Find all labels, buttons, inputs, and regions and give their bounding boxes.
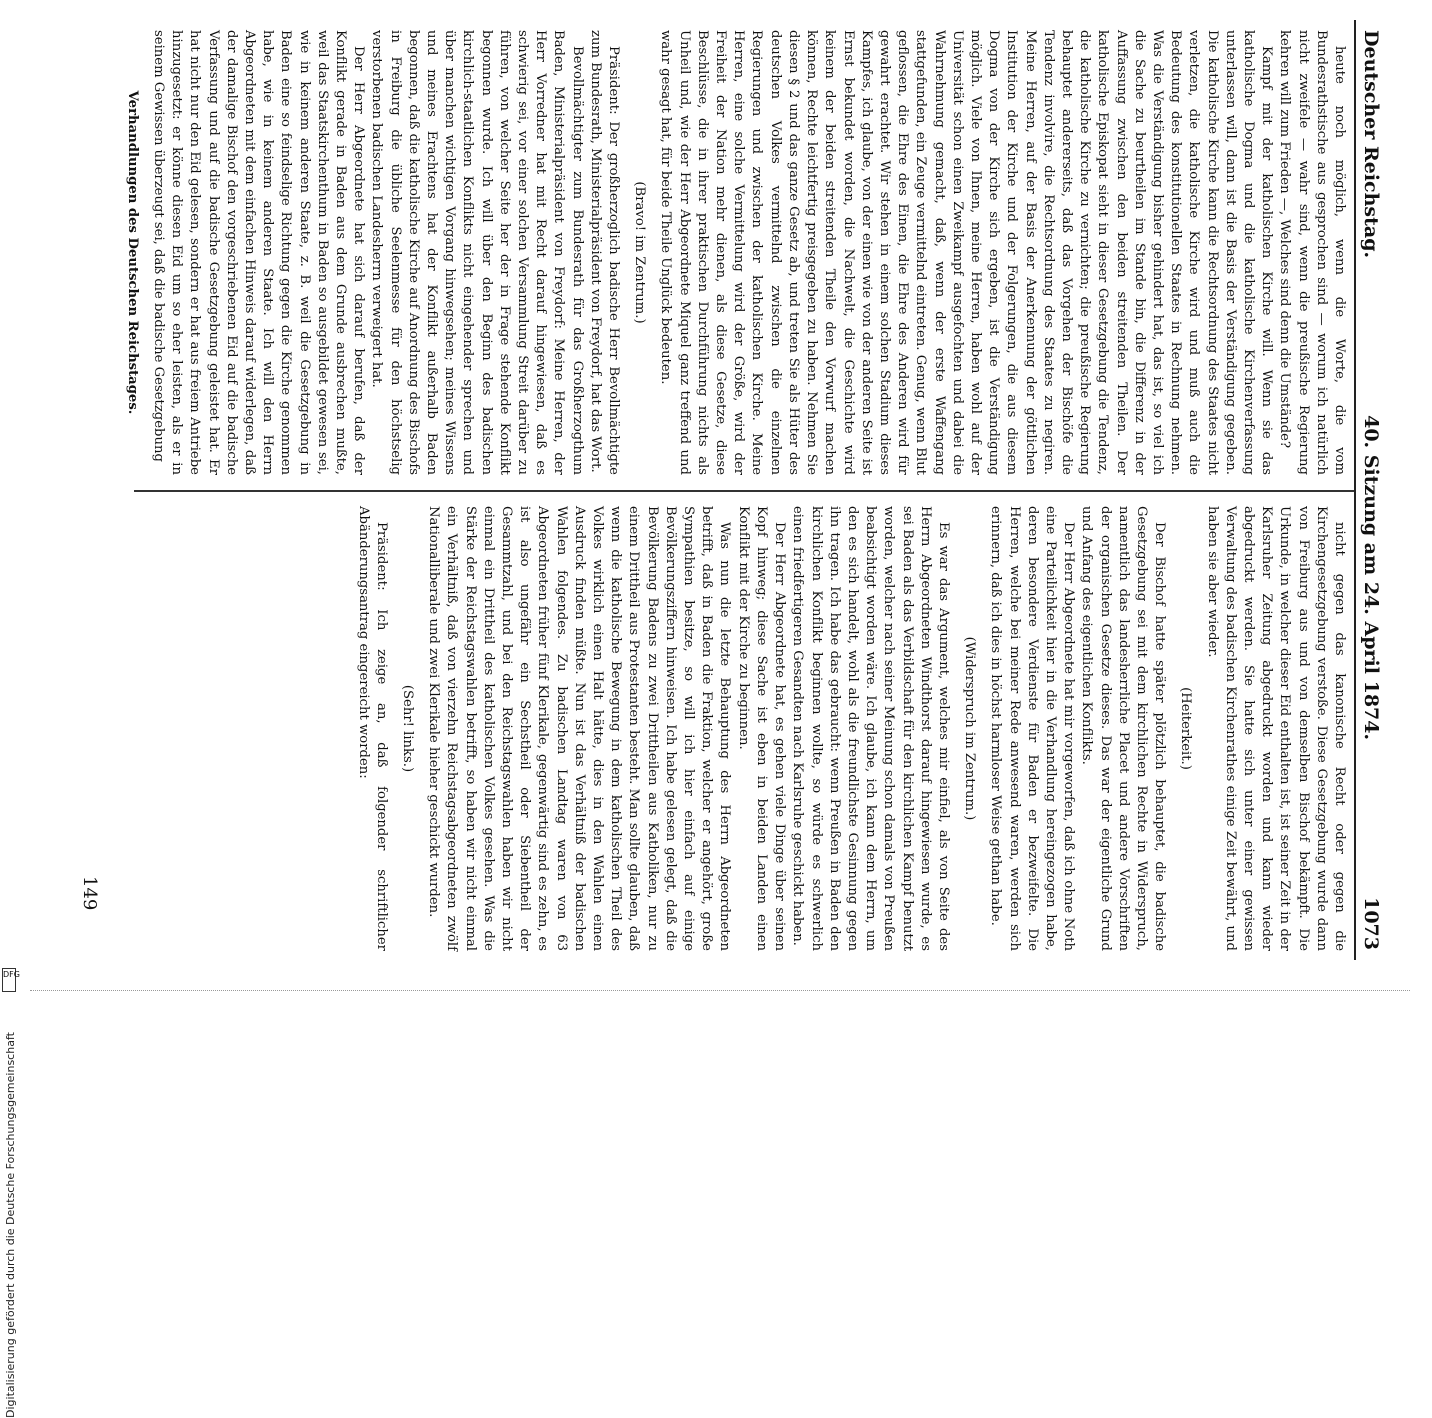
header-center: 40. Sitzung am 24. April 1874. xyxy=(1360,415,1382,741)
right-paragraph-4: Es war das Argument, welches mir einfiel, als von Seite des Herrn Abgeordneten Windthorst darauf hingewiesen wurde, es sei Baden als das Verbildschaft für den kirchlichen Kampf benutzt worden, welcher nach seiner Meinung schon damals von Preußen beabsichtigt worden wäre. Ich glaube, ich kann dem Herrn, um den es sich handelt, wohl als die freundlichste Gesinnung gegen ihn tragen. Ich habe das gebraucht: wenn Preußen in Baden den kirchlichen Konflikt beginnen wollte, so würde es schwerlich einen friedfertigeren Gesandten nach Karlsruhe geschickt haben. xyxy=(790,506,951,951)
column-divider xyxy=(134,490,1354,492)
left-paragraph-2: Kampf mit der katholischen Kirche will. Wenn sie das katholische Dogma und die katholische Kirchenverfassung unterlassen will, dann ist die Basis der Verständigung gegeben. Die katholische Kirche kann die Rechtsordnung des Staates nicht verletzen, die katholische Kirche wird und muß auch die Bedeutung des konstitutionellen Staates in Rechnung nehmen. Was die Verständigung bisher gehindert hat, das ist, so viel ich die Sache zu beurtheilen im Stande bin, die Differenz in der Auffassung zwischen den beiden streitenden Theilen. Der katholische Episkopat sieht in dieser Gesetzgebung die Tendenz, die katholische Kirche zu vernichten; die preußische Regierung behauptet andererseits, daß das Vorgehen der Bischöfe die Tendenz involvire, die Rechtsordnung des Staates zu negiren. Meine Herren, auf der Basis der Anerkennung der göttlichen Institution der Kirche und der Folgerungen, die aus diesem Dogma von der Kirche sich ergeben, ist die Verständigung möglich. Viele von Ihnen, meine Herren, haben wohl auf der Universität schon einen Zweikampf ausgefochten und dabei die Wahrnehmung gemacht, daß, wenn der erste Waffengang stattgefunden, ein Zeuge vermittelnd eintreten. Genug, wenn Blut geflossen, die Ehre des Einen, die Ehre des Anderen wird für gewahrt erachtet. Wir stehen in einem solchen Stadium dieses Kampfes, ich glaube, von der einen wie von der anderen Seite ist Ernst bekundet worden, die Nachwelt, die Geschichte wird keinem der beiden streitenden Theile den Vorwurf machen können, Rechte leichtfertig preisgegeben zu haben. Nehmen Sie diesen § 2 und das ganze Gesetz ab, und treten Sie als Hüter des deutschen Volkes vermittelnd zwischen die einzelnen Regierungen und zwischen der katholischen Kirche. Meine Herren, eine solche Vermittelung wird der Größe, wird der Freiheit der Nation mehr dienen, als diese Gesetze, diese Beschlüsse, die in ihrer praktischen Durchführung nichts als Unheil und, wie der Herr Abgeordnete Miquel ganz treffend und wahr gesagt hat, für beide Theile Unglück bedeuten. xyxy=(658,30,1275,475)
left-paragraph-3: Der Herr Abgeordnete hat sich darauf berufen, daß der Konflikt gerade in Baden aus dem Grunde ausbrechen mußte, weil das Staatskirchenthum in Baden so ausgebildet gewesen sei, wie in keinem anderen Staate, z. B. weil die Gesetzgebung in Baden eine so feindselige Richtung gegen die Kirche genommen habe, wie in keinem anderen Staate. Ich will den Herrn Abgeordneten mit dem einfachen Hinweis darauf widerlegen, daß der damalige Bischof den vorgeschriebenen Eid auf die badische Verfassung und auf die badische Gesetzgebung geleistet hat. Er hat nicht nur den Eid gelesen, sondern er hat aus freiem Antriebe hinzugesetzt: er könne diesen Eid um so eher leisten, als er in seinem Gewissen überzeugt sei, daß die badische Gesetzgebung xyxy=(151,30,367,475)
right-paragraph-2: Der Bischof hatte später plötzlich behauptet, die badische Gesetzgebung sei mit dem kirchlichen Rechte in Widerspruch, namentlich das landesherrliche Placet und andere Vorschriften der organischen Gesetze dieses. Das war der eigentliche Grund und Anfang des eigentlichen Konflikts. xyxy=(1079,506,1168,951)
left-footer-title: Verhandlungen des Deutschen Reichstages. xyxy=(124,90,140,415)
page-header xyxy=(1358,30,1384,950)
footer-strip xyxy=(0,420,17,1418)
document-page xyxy=(55,10,1390,970)
left-paragraph-freydorf: Bevollmächtigter zum Bundesrath für das Großherzogthum Baden, Ministerialpräsident von Freydorf: Meine Herren, der Herr Vorredner hat mit Recht darauf hingewiesen, daß es schwierig sei, vor einer solchen Versammlung Streit darüber zu führen, von welcher Seite her der in Frage stehende Konflikt begonnen wurde. Ich will über den Beginn des badischen kirchlich-staatlichen Konflikts nicht eingehender sprechen und über manchen wichtigen Vorgang hinwegsehen; meines Wissens und meines Erachtens hat der Konflikt außerhalb Baden begonnen, daß die katholische Kirche auf Anordnung des Bischofs in Freiburg die übliche Seelenmesse für den höchstselig verstorbenen badischen Landesherrn verweigert hat. xyxy=(369,30,585,475)
right-paragraph-1: nicht gegen das kanonische Recht oder gegen die Kirchengesetzgebung verstoße. Diese Gesetzgebung wurde dann von Freiburg aus und von demselben Bischof bekämpft. Die Urkunde, in welcher dieser Eid enthalten ist, ist seiner Zeit in der Karlsruher Zeitung abgedruckt worden und kann wieder abgedruckt werden. Sie hatte sich unter einer gewissen Verwaltung des badischen Kirchenrathes einige Zeit bewährt, und haben sie aber wieder. xyxy=(1204,506,1347,951)
right-column xyxy=(353,506,1348,951)
header-page-number: 1073 xyxy=(1360,897,1382,950)
dfg-credit-text: Digitalisierung gefördert durch die Deutsche Forschungsgemeinschaft xyxy=(4,1032,17,1418)
header-left: Deutscher Reichstag. xyxy=(1360,30,1382,259)
right-interjection-widerspruch: (Widerspruch im Zentrum.) xyxy=(962,636,978,821)
left-column xyxy=(115,30,1348,475)
header-rule xyxy=(1354,20,1356,960)
left-paragraph-president: Präsident: Der großherzoglich badische Herr Bevollmächtigte zum Bundesrath, Ministerialpräsident von Freydorf, hat das Wort. xyxy=(587,30,622,475)
right-interjection-heiterkeit: (Heiterkeit.) xyxy=(1178,687,1194,770)
page-number: 149 xyxy=(79,876,100,911)
scan-edge-artifact xyxy=(30,990,1410,997)
right-interjection-links: (Sehr! links.) xyxy=(400,684,416,773)
right-paragraph-3: Der Herr Abgeordnete hat mir vorgeworfen, daß ich ohne Noth eine Parteilichkeit hier in die Verhandlung hereingezogen habe, deren besondere Verdienste für Baden er bezweifelte. Die Herren, welche bei meiner Rede anwesend waren, werden sich erinnern, daß ich dies in höchst harmloser Weise gethan habe. xyxy=(988,506,1077,951)
right-paragraph-5: Der Herr Abgeordnete hat, es gehen viele Dinge über seinen Kopf hinweg; diese Sache ist eben in beiden Landen einen Konflikt mit der Kirche zu beginnen. xyxy=(735,506,788,951)
left-paragraph-1: heute noch möglich, wenn die Worte, die vom Bundesrathstische aus gesprochen sind — worum ich natürlich nicht zweifele — wahr sind, wenn die preußische Regierung kehren will zum Frieden —, Welches sind denn die Umstände? xyxy=(1277,30,1347,475)
right-paragraph-president: Präsident: Ich zeige an, daß folgender schriftlicher Abänderungsantrag eingereicht worden: xyxy=(355,506,389,951)
left-interjection-bravo: (Bravo! im Zentrum.) xyxy=(632,181,648,324)
right-paragraph-6: Was nun die letzte Behauptung des Herrn Abgeordneten betrifft, daß in Baden die Fraktion, welcher er angehört, große Sympathien besitze, so will ich hier einfach auf einige Bevölkerungsziffern hinweisen. Ich habe gelesen gelegt, daß die Bevölkerung Badens zu zwei Drittheilen aus Katholiken, nur zu einem Drittheil aus Protestanten besteht. Man sollte glauben, daß wenn die katholische Bewegung in dem katholischen Theil des Volkes wirklich einen Halt hätte, dies in den Wahlen einen Ausdruck finden müßte. Nun ist das Verhältniß der badischen Wahlen folgendes. Zu badischen Landtag waren von 63 Abgeordneten früher fünf Klerikale, gegenwärtig sind es zehn, es ist also ungefähr ein Sechstheil oder Siebentheil der Gesammtzahl, und bei den Reichstagswahlen haben wir nicht einmal ein Drittheil des katholischen Volkes gesehen. Was die Stärke der Reichstagswahlen betrifft, so haben wir nicht einmal ein Verhältniß, daß von vierzehn Reichstagsabgeordneten zwölf Nationalliberale und zwei Klerikale hieher geschickt wurden. xyxy=(426,506,733,951)
dfg-logo: DFG xyxy=(2,968,16,992)
